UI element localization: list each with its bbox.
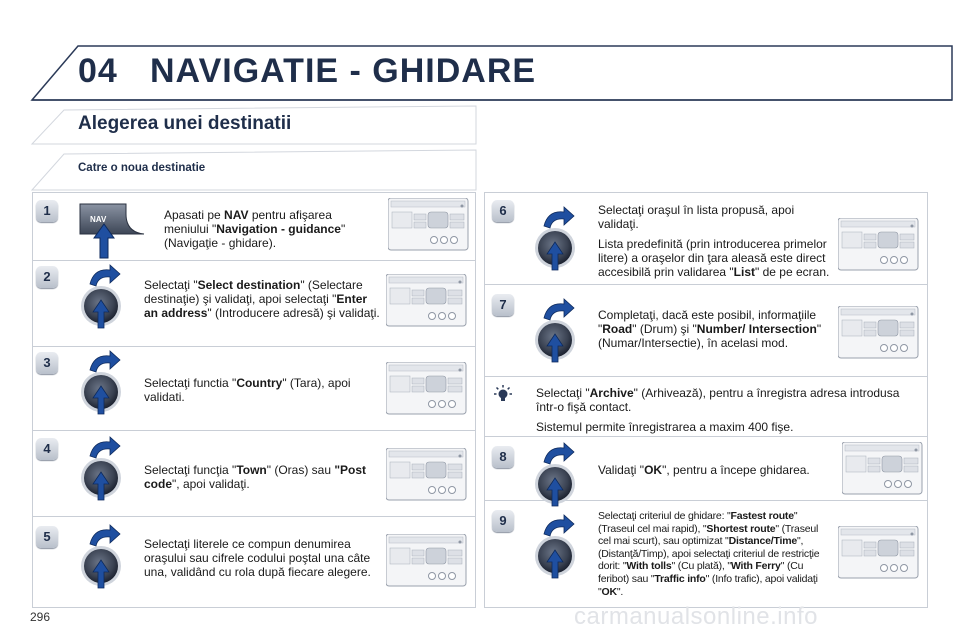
rotary-knob-icon (528, 440, 584, 510)
bold-term: Distance/Time (728, 535, 797, 548)
text-run: ". (616, 585, 624, 598)
text-run: pentru afişarea meniului " (164, 208, 332, 236)
bold-term: With tolls (626, 560, 672, 573)
bold-term: NAV (224, 208, 249, 222)
text-run: Selectaţi " (144, 278, 198, 292)
text-run: Selectaţi oraşul în lista propusă, apoi validaţi. (598, 203, 795, 231)
text-run: " (Oras) sau (266, 463, 335, 477)
bold-term: "Post code (144, 463, 367, 491)
step-6-text (598, 203, 834, 285)
rotary-knob-icon (528, 204, 584, 274)
radio-unit-illustration (842, 442, 924, 496)
paragraph (536, 386, 920, 414)
rotary-knob-icon (528, 512, 584, 582)
rotary-knob-icon (74, 262, 130, 332)
radio-unit-illustration (388, 198, 470, 252)
bold-term: Archive (589, 386, 634, 400)
step-number-badge: 2 (36, 266, 58, 288)
section-subtitle: Catre o noua destinatie (78, 162, 206, 174)
step-3-text (144, 376, 380, 404)
text-run: " (Tara), apoi validati. (144, 376, 351, 404)
text-run: " (Arhivează), pentru a înregistra adresa introdusa într-o fişă contact. (536, 386, 900, 414)
text-run: ", (Distanţă/Timp), apoi selectaţi criteriul de restricţie dorit: " (598, 535, 820, 573)
bold-term: Enter an address (144, 292, 368, 320)
text-run: " (Numar/Intersectie), în acelasi mod. (598, 322, 822, 350)
bold-term: Town (236, 463, 267, 477)
text-run: " (Traseul cel mai rapid), " (598, 510, 798, 535)
bold-term: With Ferry (730, 560, 781, 573)
step-number-badge: 6 (492, 200, 514, 222)
text-run: " (Info trafic), apoi validaţi " (598, 572, 818, 598)
text-run: Selectaţi funcţia " (144, 463, 237, 477)
bold-term: Country (236, 376, 283, 390)
text-run: Selectaţi functia " (144, 376, 237, 390)
step-number-badge: 5 (36, 526, 58, 548)
step-4-text (144, 463, 380, 491)
text-run: Selectaţi " (536, 386, 590, 400)
step-9-text (598, 510, 830, 598)
text-run: " (Introducere adresă) şi validaţi. (207, 306, 380, 320)
paragraph (536, 420, 920, 434)
step-5-text (144, 537, 374, 579)
section-title: Alegerea unei destinatii (78, 113, 292, 134)
bold-term: Number/ Intersection (696, 322, 817, 336)
nav-button-icon (76, 200, 152, 260)
text-run: Validaţi " (598, 463, 645, 477)
text-run: Selectaţi criteriul de ghidare: " (598, 510, 731, 522)
radio-unit-illustration (386, 274, 468, 328)
text-run: Lista predefinită (prin introducerea primelor litere) a oraşelor din ţara aleasă este direct accesibilă prin validarea " (598, 237, 827, 279)
bold-term: Select destination (197, 278, 301, 292)
radio-unit-illustration (386, 448, 468, 502)
tip-text (536, 386, 920, 440)
bold-term: OK (601, 585, 617, 598)
step-number-badge: 9 (492, 510, 514, 532)
page-number: 296 (30, 610, 51, 624)
bold-term: Shortest route (706, 522, 776, 535)
radio-unit-illustration (838, 306, 920, 360)
rotary-knob-icon (528, 296, 584, 366)
step-8-text (598, 463, 838, 477)
step-number-badge: 3 (36, 352, 58, 374)
text-run: " (Cu feribot) sau " (598, 560, 804, 585)
text-run: Completaţi, dacă este posibil, informaţiile " (598, 308, 817, 336)
bold-term: Traffic info (654, 572, 706, 585)
text-run: Apasati pe (164, 208, 225, 222)
step-1-text (164, 208, 374, 250)
paragraph (598, 203, 834, 231)
text-run: Selectaţi literele ce compun denumirea oraşului sau cifrele codului poştal una câte una, validând cu rola după fiecare alegere. (144, 537, 371, 579)
text-run: " (Drum) şi " (632, 322, 697, 336)
text-run: " (Navigaţie - ghidare). (164, 222, 346, 250)
text-run: " (Traseul cel mai scurt), sau optimizat " (598, 522, 819, 548)
step-number-badge: 8 (492, 446, 514, 468)
watermark: carmanualsonline.info (574, 603, 818, 630)
rotary-knob-icon (74, 522, 130, 592)
step-7-text (598, 308, 832, 350)
step-number-badge: 7 (492, 294, 514, 316)
text-run: " de pe ecran. (755, 265, 830, 279)
step-2-text (144, 278, 380, 320)
radio-unit-illustration (838, 218, 920, 272)
bold-term: OK (644, 463, 663, 477)
radio-unit-illustration (386, 534, 468, 588)
bold-term: Road (602, 322, 633, 336)
tip-lightbulb-icon (492, 384, 514, 406)
bold-term: Navigation - guidance (216, 222, 341, 236)
text-run: ", apoi validaţi. (172, 477, 250, 491)
text-run: ", pentru a începe ghidarea. (662, 463, 810, 477)
page-title: NAVIGATIE - GHIDARE (150, 52, 537, 90)
nav-label: NAV (90, 215, 107, 224)
bold-term: List (733, 265, 756, 279)
rotary-knob-icon (74, 434, 130, 504)
step-number-badge: 1 (36, 200, 58, 222)
chapter-number: 04 (78, 52, 118, 90)
bold-term: Fastest route (730, 510, 794, 522)
paragraph (598, 237, 834, 279)
radio-unit-illustration (386, 362, 468, 416)
step-number-badge: 4 (36, 438, 58, 460)
radio-unit-illustration (838, 526, 920, 580)
text-run: Sistemul permite înregistrarea a maxim 400 fişe. (536, 420, 794, 434)
text-run: " (Selectare destinaţie) şi validaţi, apoi selectaţi " (144, 278, 363, 306)
text-run: " (Cu plată), " (671, 560, 731, 573)
rotary-knob-icon (74, 348, 130, 418)
